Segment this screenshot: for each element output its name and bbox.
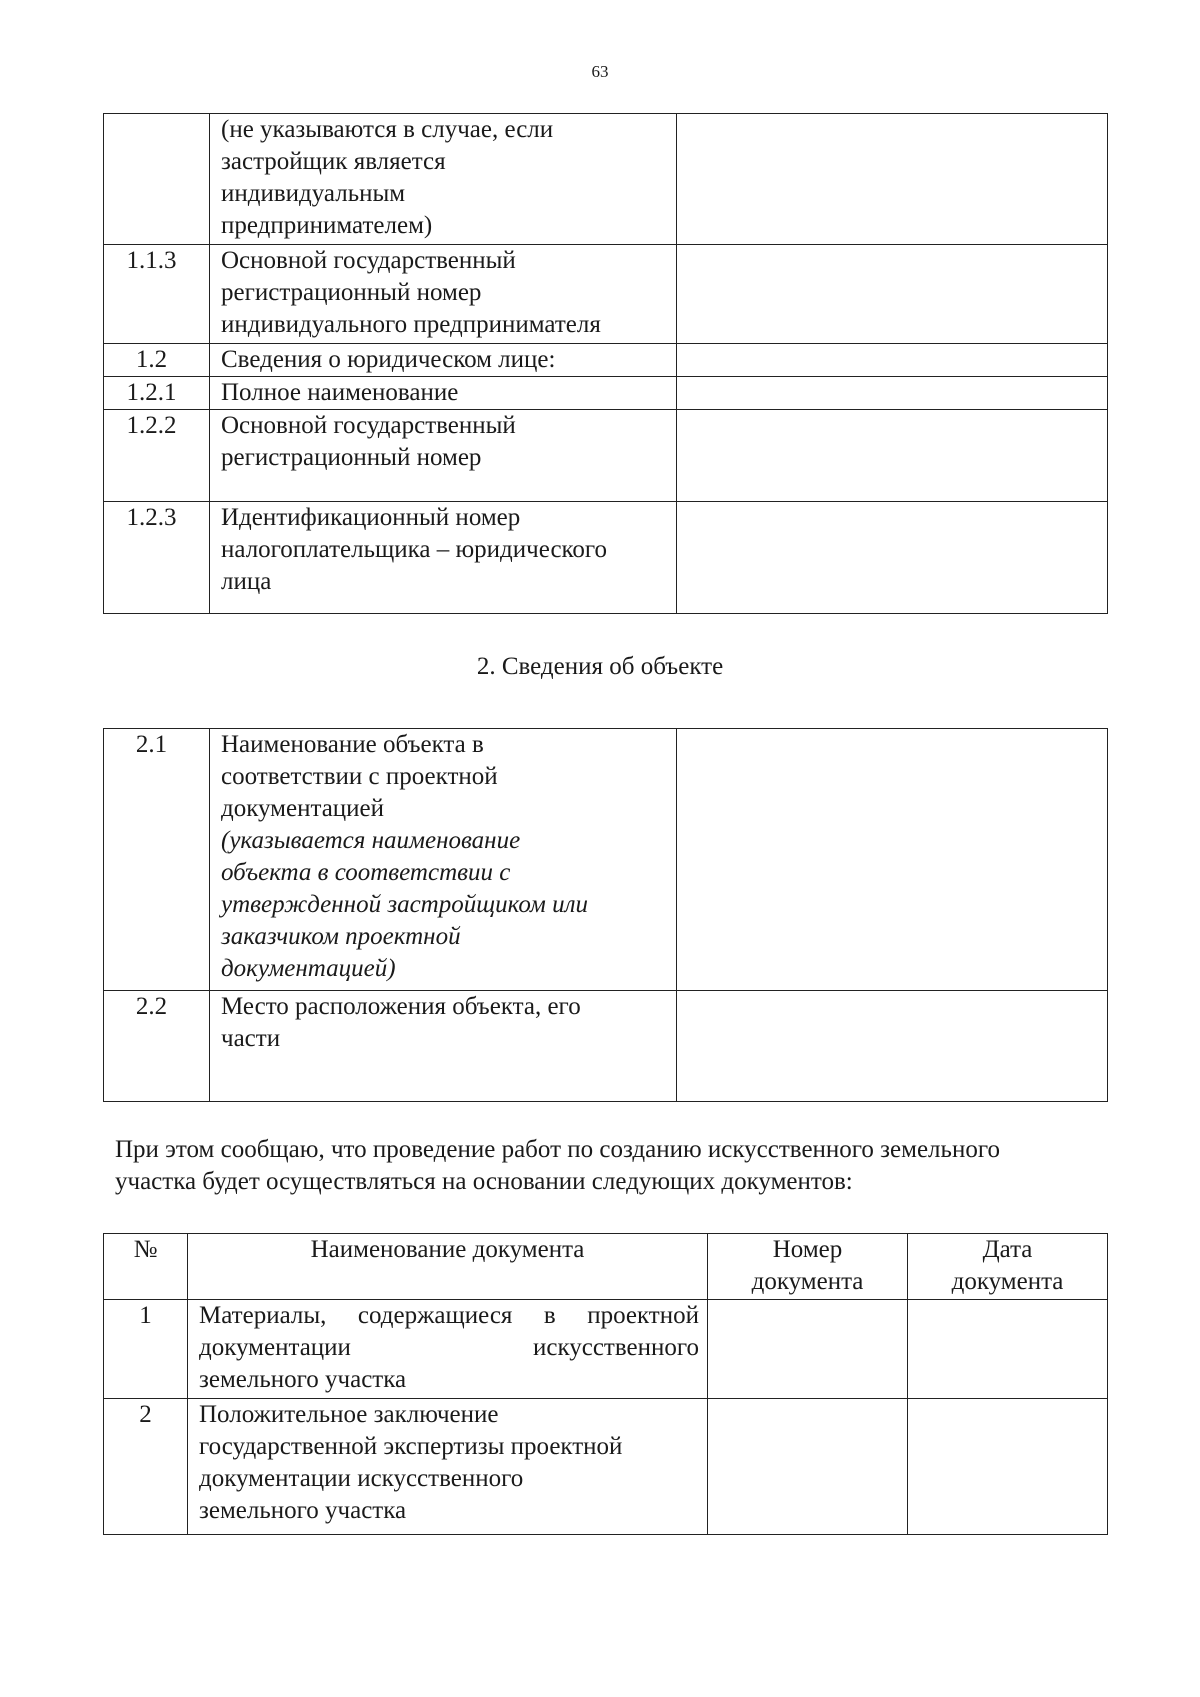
hint-text: (указывается наименование <box>221 827 521 854</box>
row-label: (не указываются в случае, если застройщик является индивидуальным предпринимателем) <box>210 114 677 245</box>
table-row <box>104 245 1108 344</box>
document-name: Материалы, содержащиеся в проектной документации искусственного земельного участка <box>188 1300 708 1399</box>
value-cell[interactable] <box>677 114 1108 245</box>
value-cell[interactable] <box>677 729 1108 991</box>
row-label: Основной государственный регистрационный номер индивидуального предпринимателя <box>210 245 677 344</box>
row-label: Идентификационный номер налогоплательщика – юридического лица <box>210 502 677 614</box>
row-label: Полное наименование <box>210 377 677 410</box>
row-label: Наименование объекта в соответствии с проектной документацией (указывается наименование объекта в соответствии с утвержденной застройщиком или заказчиком проектной документацией) <box>210 729 677 991</box>
table-row <box>104 1399 1108 1535</box>
row-label: Основной государственный регистрационный номер <box>210 410 677 502</box>
row-number: 1.2.1 <box>104 377 210 410</box>
table-row <box>104 377 1108 410</box>
header-num: № <box>104 1234 188 1300</box>
row-number: 1.2.2 <box>104 410 210 502</box>
table-row <box>104 991 1108 1102</box>
row-number <box>104 114 210 245</box>
table-row <box>104 410 1108 502</box>
table-row <box>104 344 1108 377</box>
header-document-name: Наименование документа <box>188 1234 708 1300</box>
row-number: 1.1.3 <box>104 245 210 344</box>
row-number: 2.2 <box>104 991 210 1102</box>
row-number: 1.2.3 <box>104 502 210 614</box>
table-row <box>104 502 1108 614</box>
table-header-row <box>104 1234 1108 1300</box>
table-row <box>104 1300 1108 1399</box>
value-cell[interactable] <box>677 410 1108 502</box>
document-date-cell[interactable] <box>908 1300 1108 1399</box>
value-cell[interactable] <box>677 502 1108 614</box>
documents-paragraph: При этом сообщаю, что проведение работ по созданию искусственного земельного участка будет осуществляться на основании следующих документов: <box>115 1136 1000 1195</box>
hint-text: документацией) <box>221 955 396 982</box>
applicant-info-table <box>103 113 1108 614</box>
document-number-cell[interactable] <box>708 1399 908 1535</box>
table-row <box>104 114 1108 245</box>
value-cell[interactable] <box>677 245 1108 344</box>
value-cell[interactable] <box>677 377 1108 410</box>
value-cell[interactable] <box>677 344 1108 377</box>
document-number-cell[interactable] <box>708 1300 908 1399</box>
table-row <box>104 729 1108 991</box>
row-number: 2.1 <box>104 729 210 991</box>
section-title: 2. Сведения об объекте <box>476 653 724 680</box>
row-number: 1 <box>104 1300 188 1399</box>
row-number: 2 <box>104 1399 188 1535</box>
row-label: Место расположения объекта, его части <box>210 991 677 1102</box>
object-info-table <box>103 728 1108 1102</box>
hint-text: утвержденной застройщиком или <box>221 891 589 918</box>
hint-text: заказчиком проектной <box>221 923 461 950</box>
hint-text: объекта в соответствии с <box>221 859 511 886</box>
header-document-number: Номер документа <box>708 1234 908 1300</box>
documents-table <box>103 1233 1108 1535</box>
document-date-cell[interactable] <box>908 1399 1108 1535</box>
page-number: 63 <box>591 62 609 81</box>
value-cell[interactable] <box>677 991 1108 1102</box>
document-name: Положительное заключение государственной экспертизы проектной документации искусственного земельного участка <box>188 1399 708 1535</box>
row-number: 1.2 <box>104 344 210 377</box>
row-label: Сведения о юридическом лице: <box>210 344 677 377</box>
header-document-date: Дата документа <box>908 1234 1108 1300</box>
